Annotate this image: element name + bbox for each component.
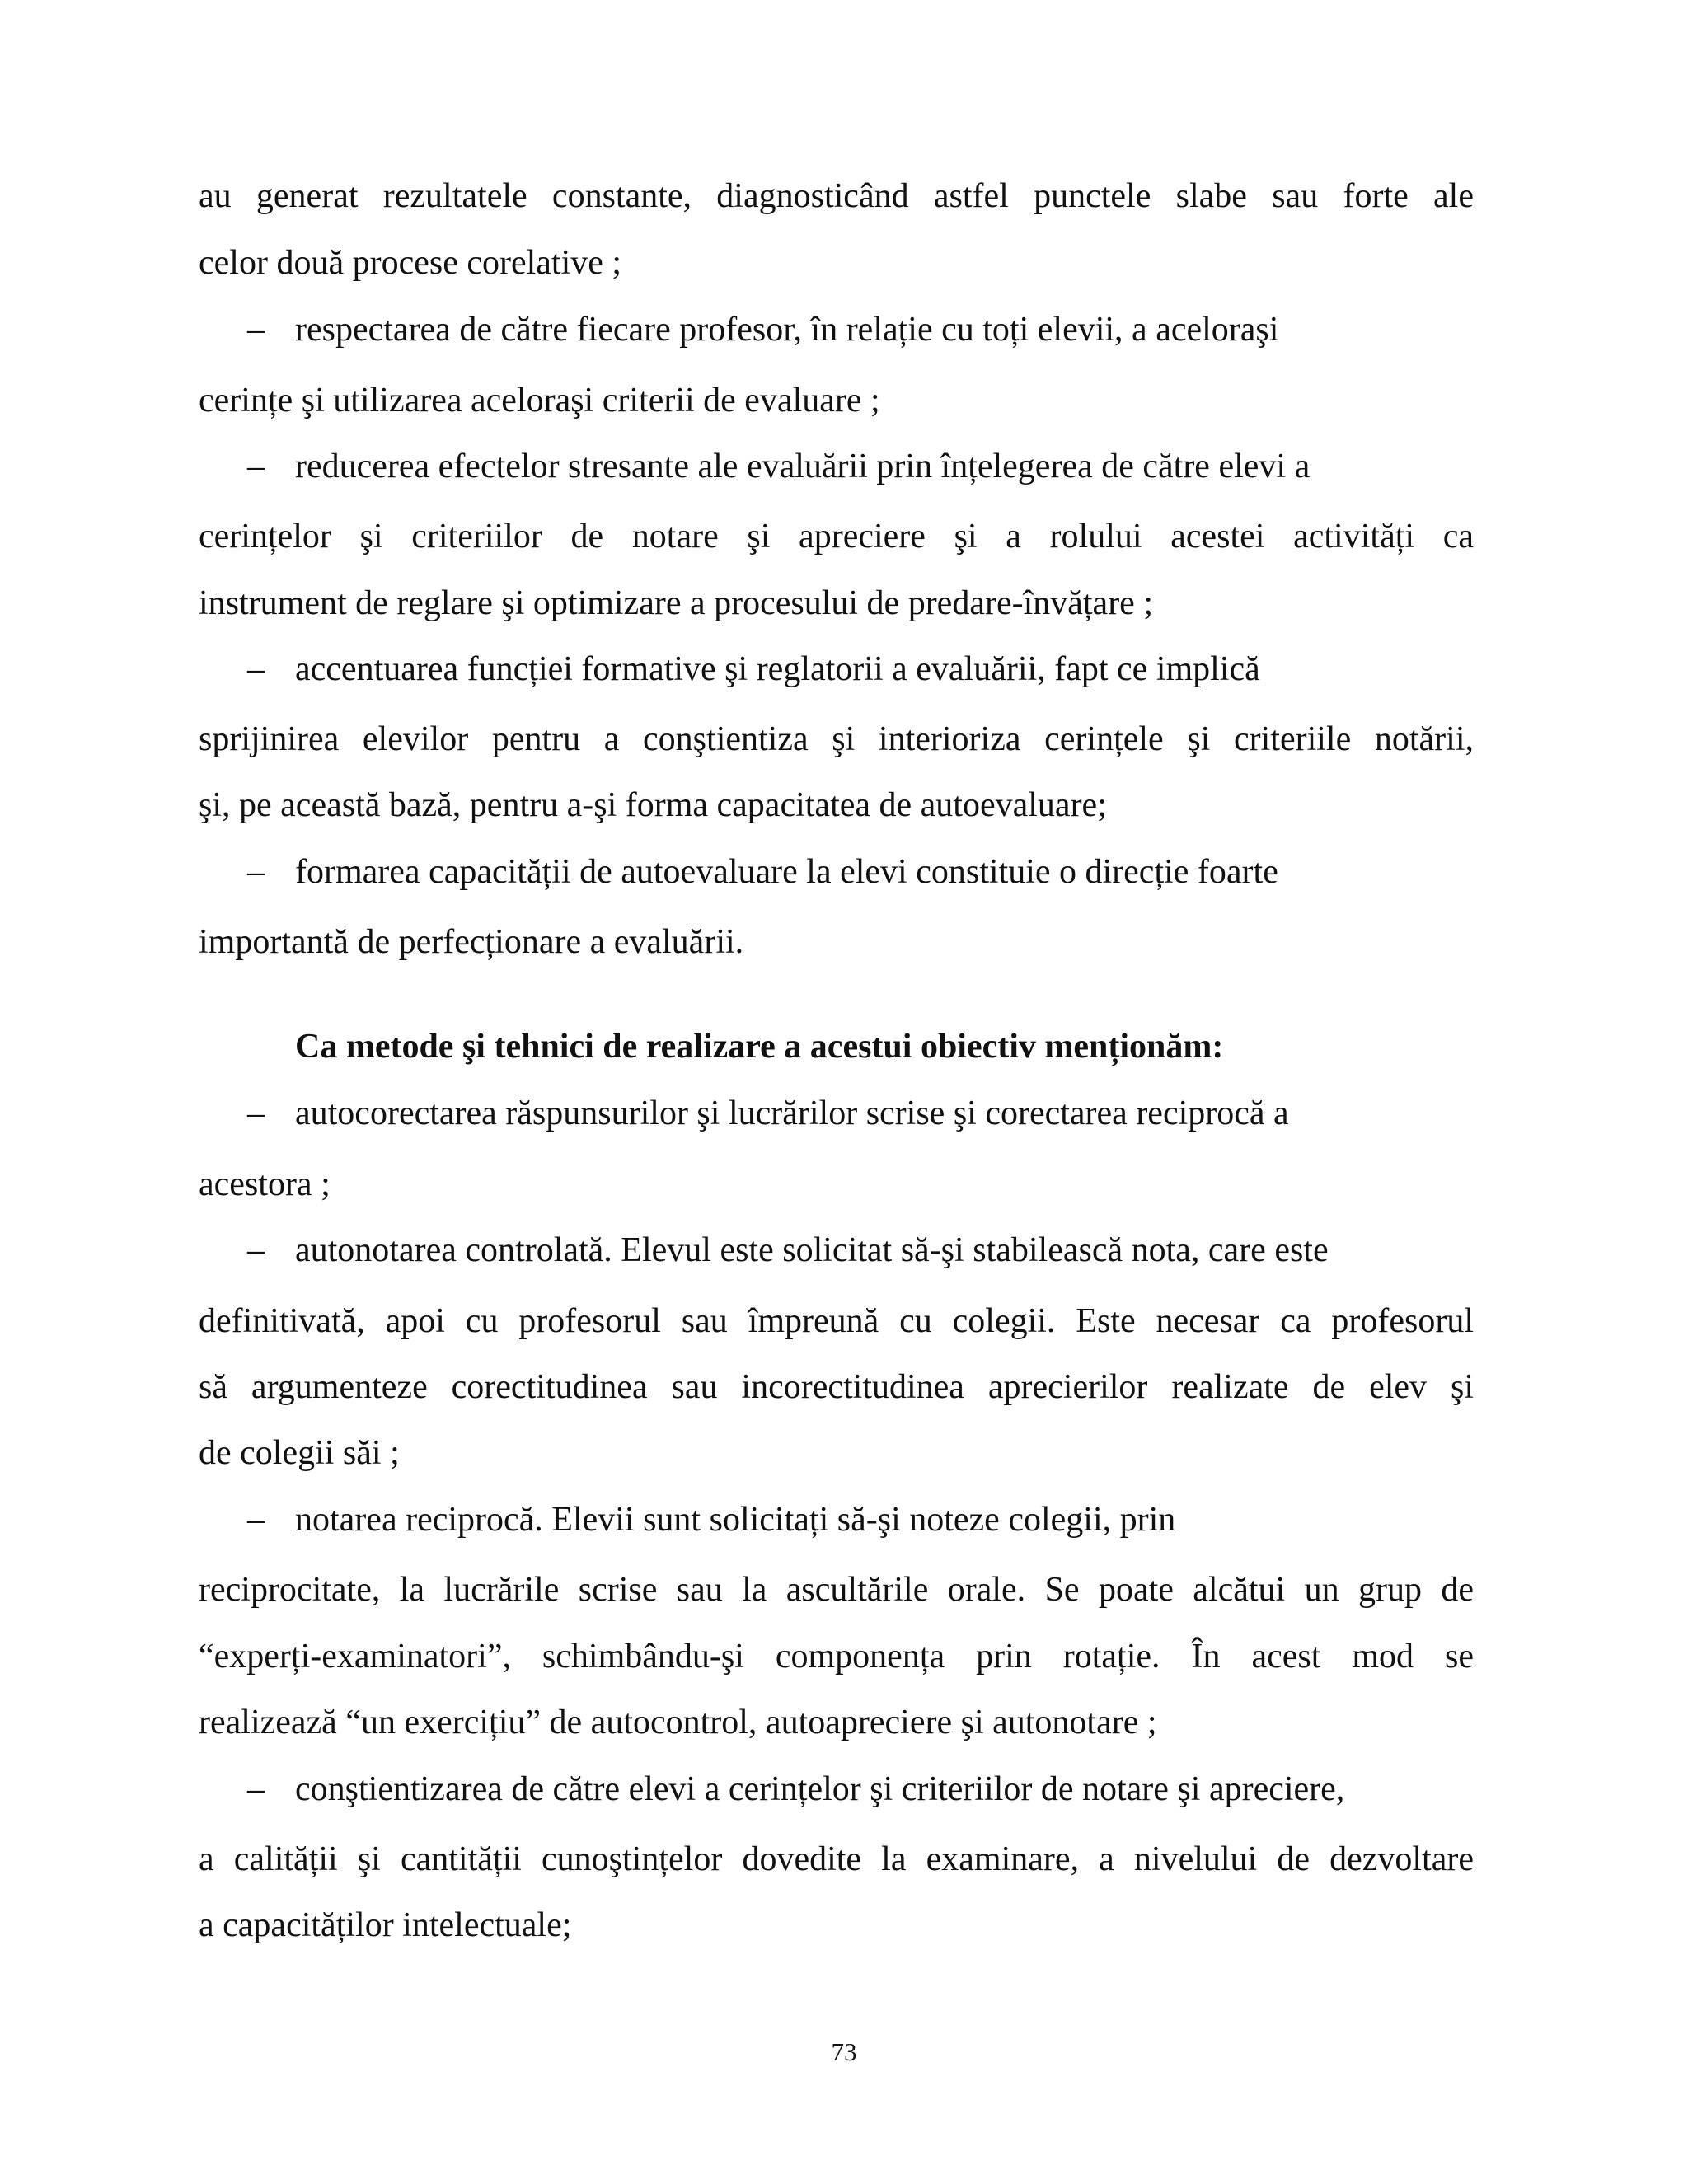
dash-bullet: – [247, 448, 265, 485]
body-line: şi, pe această bază, pentru a-şi forma capacitatea de autoevaluare; [199, 786, 1107, 824]
body-line: instrument de reglare şi optimizare a procesului de predare-învățare ; [199, 584, 1153, 622]
bullet-text: autocorectarea răspunsurilor şi lucrărilor scrise şi corectarea reciprocă a [295, 1094, 1289, 1132]
dash-bullet: – [247, 1501, 265, 1539]
dash-bullet: – [247, 853, 265, 891]
body-line: au generat rezultatele constante, diagnosticând astfel punctele slabe sau forte ale [199, 177, 1474, 215]
body-line: cerințe şi utilizarea aceloraşi criterii de evaluare ; [199, 382, 880, 419]
bullet-line [247, 1092, 1289, 1135]
bullet-text: respectarea de către fiecare profesor, în relație cu toți elevii, a aceloraşi [295, 311, 1279, 349]
page-number: 73 [831, 2037, 857, 2066]
bullet-line [247, 308, 1278, 351]
body-line: a calității şi cantității cunoştințelor dovedite la examinare, a nivelului de dezvoltare [199, 1840, 1474, 1878]
dash-bullet: – [247, 1094, 265, 1132]
bullet-text: autonotarea controlată. Elevul este solicitat să-şi stabilească nota, care este [295, 1231, 1329, 1269]
body-line: importantă de perfecționare a evaluării. [199, 923, 744, 961]
dash-bullet: – [247, 650, 265, 688]
bullet-line [247, 1229, 1329, 1272]
body-line: realizează “un exercițiu” de autocontrol, autoapreciere şi autonotare ; [199, 1704, 1157, 1741]
body-line: a capacităților intelectuale; [199, 1906, 572, 1944]
body-line: cerințelor şi criteriilor de notare şi apreciere şi a rolului acestei activități ca [199, 518, 1474, 555]
dash-bullet: – [247, 1770, 265, 1808]
bullet-line [247, 1768, 1344, 1811]
body-line: reciprocitate, la lucrările scrise sau la ascultările orale. Se poate alcătui un grup de [199, 1571, 1474, 1609]
bullet-text: notarea reciprocă. Elevii sunt solicitați să-şi noteze colegii, prin [295, 1501, 1176, 1539]
section-heading: Ca metode şi tehnici de realizare a acestui obiectiv menționăm: [295, 1028, 1224, 1066]
bullet-line [247, 851, 1278, 893]
bullet-text: reducerea efectelor stresante ale evaluării prin înțelegerea de către elevi a [295, 448, 1311, 485]
bullet-text: accentuarea funcției formative şi reglatorii a evaluării, fapt ce implică [295, 650, 1260, 688]
bullet-line [247, 445, 1310, 488]
bullet-line [247, 648, 1260, 691]
body-line: sprijinirea elevilor pentru a conştientiza şi interioriza cerințele şi criteriile notării, [199, 720, 1474, 758]
dash-bullet: – [247, 1231, 265, 1269]
body-line: de colegii săi ; [199, 1434, 400, 1472]
body-line: “experți-examinatori”, schimbându-şi componența prin rotație. În acest mod se [199, 1638, 1474, 1675]
dash-bullet: – [247, 311, 265, 349]
body-line: celor două procese corelative ; [199, 244, 622, 282]
body-line: să argumenteze corectitudinea sau incorectitudinea aprecierilor realizate de elev şi [199, 1368, 1474, 1406]
bullet-line [247, 1498, 1175, 1541]
body-line: definitivată, apoi cu profesorul sau împreună cu colegii. Este necesar ca profesorul [199, 1302, 1474, 1340]
bullet-text: formarea capacității de autoevaluare la elevi constituie o direcție foarte [295, 853, 1278, 891]
bullet-text: conştientizarea de către elevi a cerințelor şi criteriilor de notare şi apreciere, [295, 1770, 1345, 1808]
body-line: acestora ; [199, 1165, 331, 1203]
